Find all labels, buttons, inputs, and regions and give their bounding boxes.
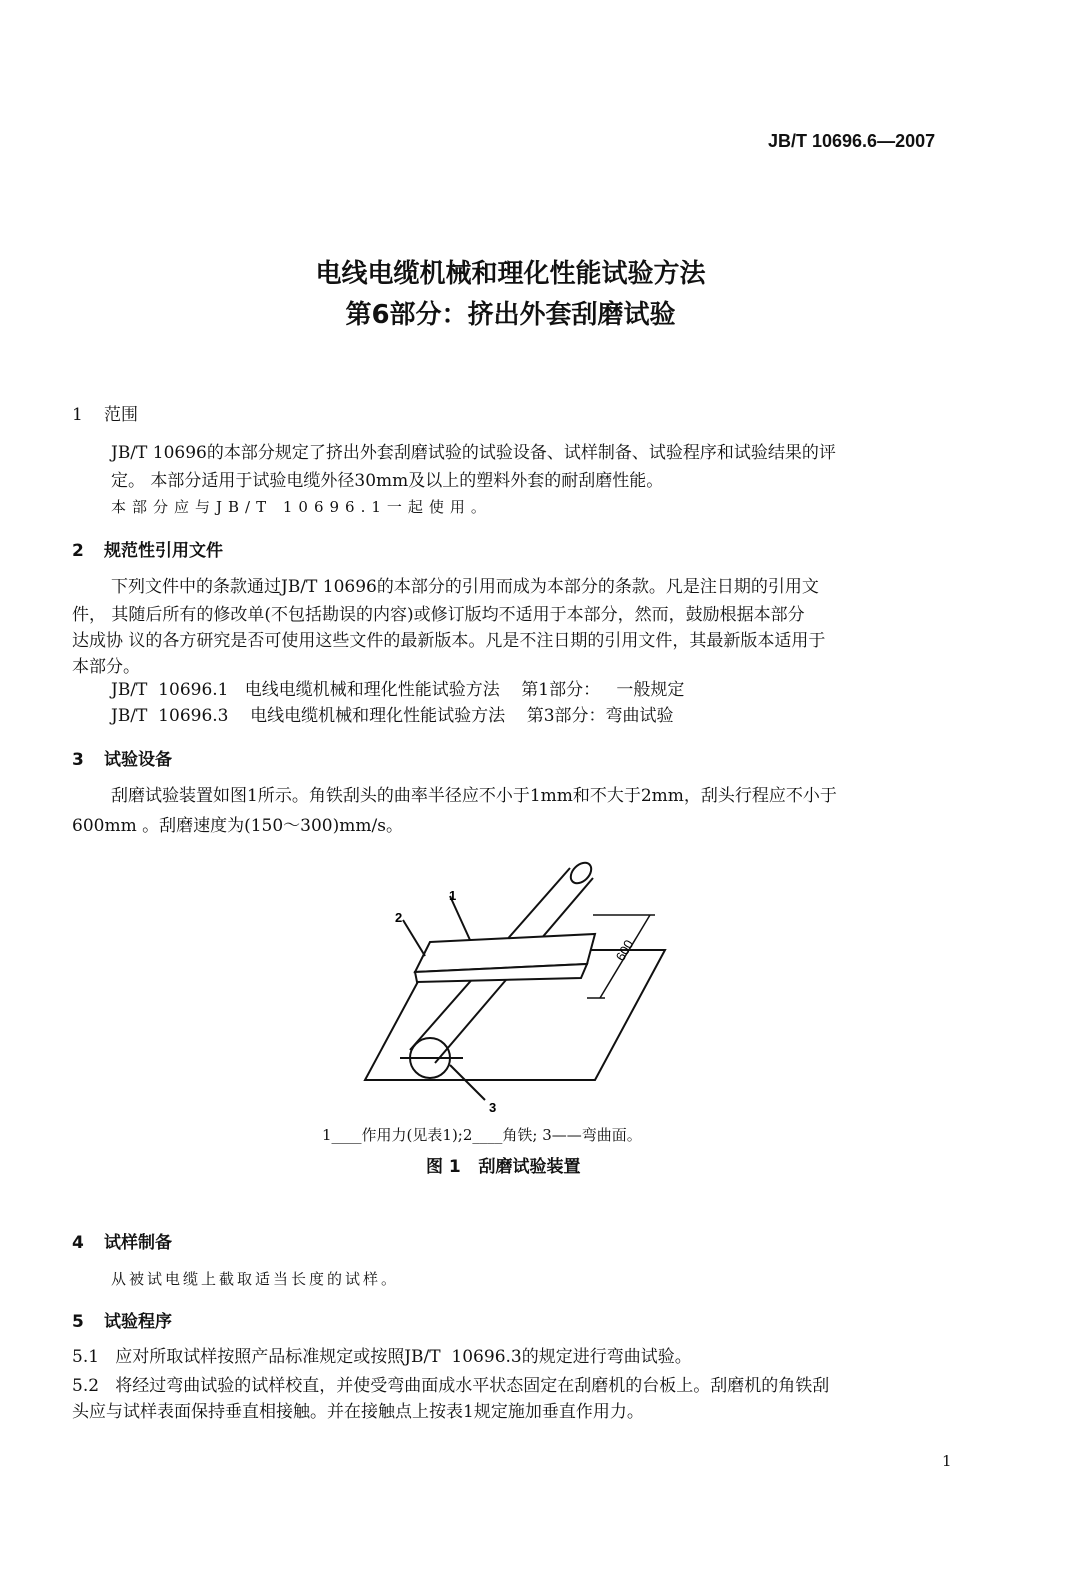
section-2-heading <box>72 536 223 561</box>
section-title: 试验设备 <box>104 750 172 770</box>
section-2-line2: 件， 其随后所有的修改单(不包括勘误的内容)或修订版均不适用于本部分，然而，鼓励根据本部分 <box>72 605 805 625</box>
normative-reference-2: JB/T 10696.3 电线电缆机械和理化性能试验方法 第3部分：弯曲试验 <box>111 706 674 726</box>
section-number: 5 <box>72 1312 84 1332</box>
standard-number: JB/T 10696.6—2007 <box>768 131 936 151</box>
section-3-line2: 600mm 。刮磨速度为(150～300)mm/s。 <box>72 816 403 836</box>
page-number: 1 <box>942 1452 952 1470</box>
figure-caption: 1____作用力(见表1);2____角铁; 3——弯曲面。 <box>322 1126 642 1144</box>
figure-label-3: 3 <box>489 1100 497 1115</box>
section-1-paragraph-line1: JB/T 10696的本部分规定了挤出外套刮磨试验的试验设备、试样制备、试验程序和试验结果的评 <box>111 443 836 463</box>
section-number: 1 <box>72 405 83 425</box>
specimen-far-end <box>567 860 595 887</box>
document-title-line2: 第6部分：挤出外套刮磨试验 <box>345 300 676 330</box>
figure-label-1: 1 <box>449 888 457 903</box>
section-title: 范围 <box>104 405 138 425</box>
label-3-leader <box>450 1065 485 1100</box>
clause-5-2-line2: 头应与试样表面保持垂直相接触。并在接触点上按表1规定施加垂直作用力。 <box>72 1402 644 1422</box>
label-2-leader <box>403 920 425 956</box>
section-4-heading <box>72 1228 172 1253</box>
section-1-usage-note: 本部分应与JB/T 10696.1一起使用。 <box>111 498 492 516</box>
figure-label-2: 2 <box>395 910 403 925</box>
section-4-paragraph: 从被试电缆上截取适当长度的试样。 <box>111 1270 400 1288</box>
abrasion-apparatus-figure <box>355 860 675 1115</box>
normative-reference-1: JB/T 10696.1 电线电缆机械和理化性能试验方法 第1部分： 一般规定 <box>111 680 685 700</box>
section-2-line1: 下列文件中的条款通过JB/T 10696的本部分的引用而成为本部分的条款。凡是注日期的引用文 <box>111 577 819 597</box>
section-number: 3 <box>72 750 84 770</box>
section-3-heading <box>72 745 172 770</box>
section-1-heading <box>72 400 138 425</box>
dimension-label: 600 <box>612 937 637 964</box>
section-5-heading <box>72 1307 172 1332</box>
section-title: 试验程序 <box>104 1312 172 1332</box>
section-number: 4 <box>72 1233 84 1253</box>
clause-5-2-line1: 5.2 将经过弯曲试验的试样校直，并使受弯曲面成水平状态固定在刮磨机的台板上。刮磨机的角铁刮 <box>72 1376 830 1396</box>
section-1-paragraph-line2: 定。 本部分适用于试验电缆外径30mm及以上的塑料外套的耐刮磨性能。 <box>111 471 664 491</box>
section-3-line1: 刮磨试验装置如图1所示。角铁刮头的曲率半径应不小于1mm和不大于2mm，刮头行程应不小于 <box>111 786 837 806</box>
section-title: 规范性引用文件 <box>104 541 223 561</box>
section-2-line4: 本部分。 <box>72 657 140 677</box>
figure-title: 图 1 刮磨试验装置 <box>426 1157 581 1177</box>
section-2-line3: 达成协 议的各方研究是否可使用这些文件的最新版本。凡是不注日期的引用文件，其最新版本适用于 <box>72 631 826 651</box>
section-title: 试样制备 <box>104 1233 172 1253</box>
clause-5-1: 5.1 应对所取试样按照产品标准规定或按照JB/T 10696.3的规定进行弯曲试验。 <box>72 1347 692 1367</box>
section-number: 2 <box>72 541 84 561</box>
document-title-line1: 电线电缆机械和理化性能试验方法 <box>315 259 706 289</box>
